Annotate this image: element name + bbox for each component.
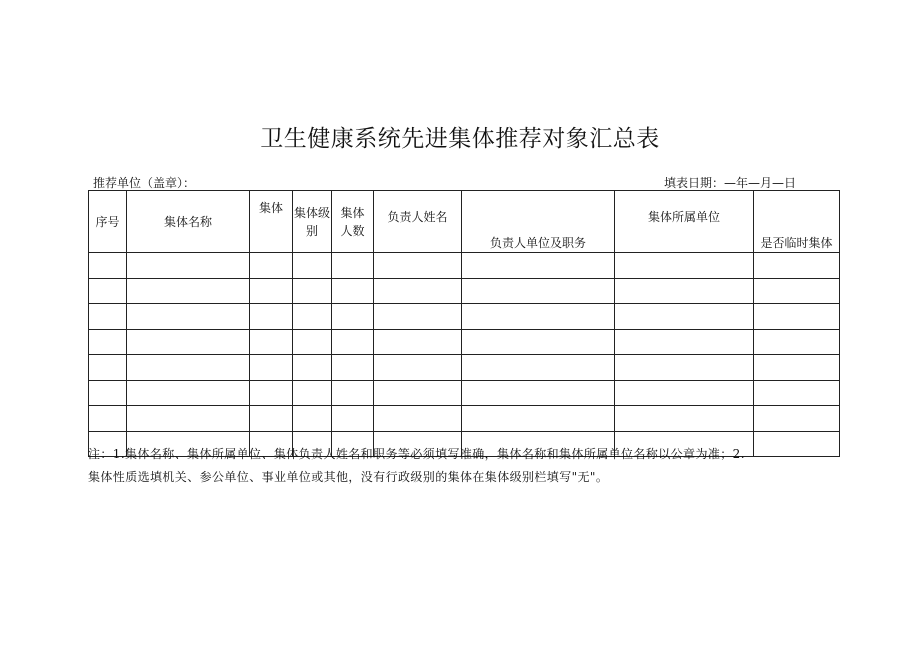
header-parent-unit: 集体所属单位 bbox=[615, 191, 754, 253]
header-leader-name: 负责人姓名 bbox=[374, 191, 462, 253]
table-cell[interactable] bbox=[250, 278, 293, 304]
table-cell[interactable] bbox=[127, 304, 250, 330]
table-cell[interactable] bbox=[462, 278, 615, 304]
table-cell[interactable] bbox=[462, 304, 615, 330]
table-cell[interactable] bbox=[89, 253, 127, 279]
fill-date-label: 填表日期：—年—月—日 bbox=[664, 176, 797, 190]
table-cell[interactable] bbox=[615, 304, 754, 330]
header-collective-level-line1: 集体级 bbox=[293, 205, 330, 220]
header-collective-count-line1: 集体 bbox=[340, 205, 365, 220]
table-cell[interactable] bbox=[462, 380, 615, 406]
table-cell[interactable] bbox=[332, 355, 374, 381]
footnote-line-1: 注：1.集体名称、集体所属单位、集体负责人姓名和职务等必须填写准确，集体名称和集体所属单位名称以公章为准；2. bbox=[88, 447, 745, 461]
table-cell[interactable] bbox=[332, 253, 374, 279]
table-cell[interactable] bbox=[615, 406, 754, 432]
table-cell[interactable] bbox=[89, 355, 127, 381]
table-cell[interactable] bbox=[332, 380, 374, 406]
table-row bbox=[89, 253, 840, 279]
summary-table bbox=[88, 190, 840, 457]
table-cell[interactable] bbox=[374, 304, 462, 330]
table-cell[interactable] bbox=[250, 329, 293, 355]
table-header bbox=[89, 191, 840, 253]
table-body bbox=[89, 253, 840, 457]
table-cell[interactable] bbox=[127, 355, 250, 381]
table-row bbox=[89, 355, 840, 381]
table-cell[interactable] bbox=[127, 380, 250, 406]
footnote-line-2: 集体性质选填机关、参公单位、事业单位或其他，没有行政级别的集体在集体级别栏填写"无"。 bbox=[88, 470, 609, 484]
table-cell[interactable] bbox=[374, 380, 462, 406]
table-cell[interactable] bbox=[615, 329, 754, 355]
table-cell[interactable] bbox=[293, 406, 332, 432]
table-cell[interactable] bbox=[332, 329, 374, 355]
table-cell[interactable] bbox=[374, 278, 462, 304]
table-cell[interactable] bbox=[754, 253, 840, 279]
table-cell[interactable] bbox=[127, 329, 250, 355]
table-cell[interactable] bbox=[89, 304, 127, 330]
table-cell[interactable] bbox=[374, 329, 462, 355]
table-cell[interactable] bbox=[615, 355, 754, 381]
table-cell[interactable] bbox=[462, 355, 615, 381]
footnote bbox=[88, 443, 848, 489]
table-cell[interactable] bbox=[127, 253, 250, 279]
table-cell[interactable] bbox=[462, 329, 615, 355]
table-cell[interactable] bbox=[250, 380, 293, 406]
header-collective-count bbox=[332, 191, 374, 253]
header-collective-level-line2: 别 bbox=[305, 223, 318, 238]
table-cell[interactable] bbox=[293, 355, 332, 381]
table-cell[interactable] bbox=[754, 380, 840, 406]
table-cell[interactable] bbox=[293, 329, 332, 355]
table-cell[interactable] bbox=[332, 278, 374, 304]
table-cell[interactable] bbox=[462, 406, 615, 432]
table-cell[interactable] bbox=[754, 304, 840, 330]
table-cell[interactable] bbox=[250, 355, 293, 381]
table-row bbox=[89, 278, 840, 304]
table-cell[interactable] bbox=[754, 355, 840, 381]
header-temporary-collective: 是否临时集体 bbox=[754, 191, 840, 253]
table-cell[interactable] bbox=[754, 329, 840, 355]
table-cell[interactable] bbox=[293, 380, 332, 406]
header-collective-level bbox=[293, 191, 332, 253]
table-cell[interactable] bbox=[374, 406, 462, 432]
table-cell[interactable] bbox=[374, 355, 462, 381]
table-cell[interactable] bbox=[615, 278, 754, 304]
table-cell[interactable] bbox=[127, 406, 250, 432]
table-cell[interactable] bbox=[615, 253, 754, 279]
header-leader-unit-position: 负责人单位及职务 bbox=[462, 191, 615, 253]
header-collective: 集体 bbox=[250, 191, 293, 253]
table-cell[interactable] bbox=[754, 278, 840, 304]
table-cell[interactable] bbox=[332, 406, 374, 432]
table-cell[interactable] bbox=[250, 253, 293, 279]
table-row bbox=[89, 406, 840, 432]
table-cell[interactable] bbox=[462, 253, 615, 279]
table-cell[interactable] bbox=[293, 278, 332, 304]
page-title: 卫生健康系统先进集体推荐对象汇总表 bbox=[260, 126, 660, 152]
header-collective-count-line2: 人数 bbox=[340, 223, 365, 238]
table-cell[interactable] bbox=[374, 253, 462, 279]
table-cell[interactable] bbox=[332, 304, 374, 330]
table-cell[interactable] bbox=[89, 406, 127, 432]
recommending-unit-label: 推荐单位（盖章）： bbox=[93, 176, 196, 190]
table-cell[interactable] bbox=[293, 253, 332, 279]
table-row bbox=[89, 329, 840, 355]
table-cell[interactable] bbox=[89, 329, 127, 355]
header-seq: 序号 bbox=[89, 191, 127, 253]
table-cell[interactable] bbox=[89, 278, 127, 304]
header-collective-name: 集体名称 bbox=[127, 191, 250, 253]
table-cell[interactable] bbox=[754, 406, 840, 432]
table-cell[interactable] bbox=[127, 278, 250, 304]
table-cell[interactable] bbox=[250, 406, 293, 432]
table-cell[interactable] bbox=[293, 304, 332, 330]
table-cell[interactable] bbox=[89, 380, 127, 406]
table-cell[interactable] bbox=[615, 380, 754, 406]
table-row bbox=[89, 380, 840, 406]
table-row bbox=[89, 304, 840, 330]
table-cell[interactable] bbox=[250, 304, 293, 330]
